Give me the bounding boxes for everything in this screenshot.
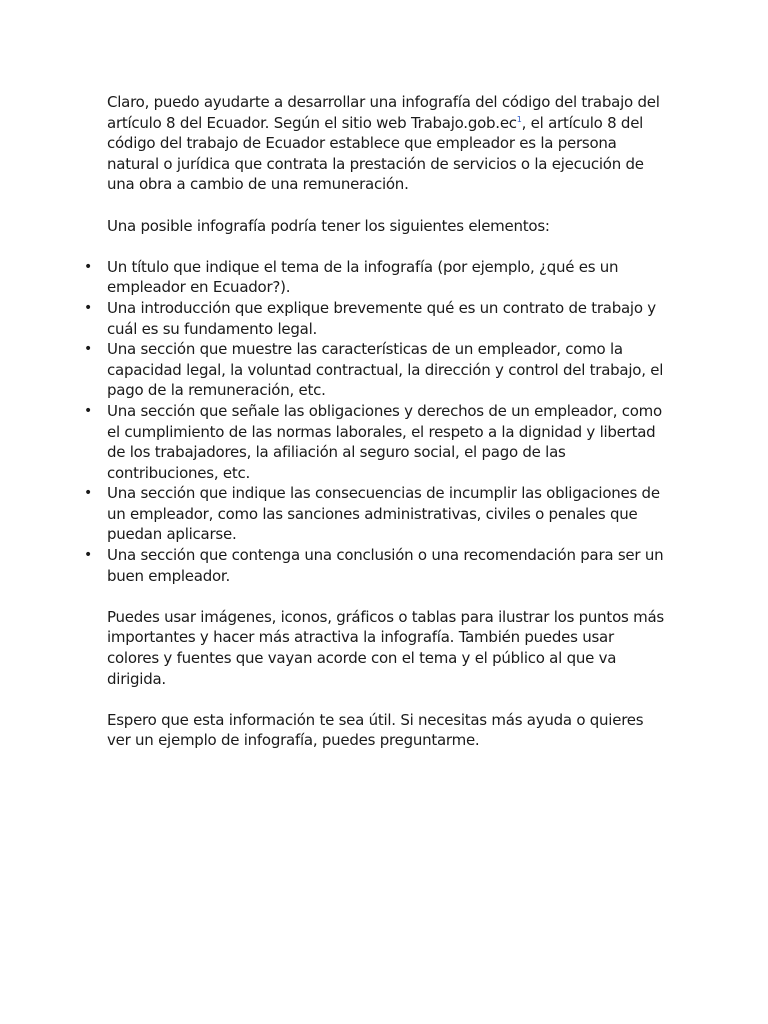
bullet-icon: •: [84, 547, 93, 564]
intro-text-after-link: , el artículo 8 del código del trabajo de Ecuador establece que empleador es la persona natural o jurídica que contrata la prestación de servicios o la ejecución de una obra a cambio de una remuneración.: [107, 113, 644, 194]
bullet-icon: •: [84, 485, 93, 502]
bullet-icon: •: [84, 402, 93, 419]
list-item: [84, 298, 667, 339]
list-item: [84, 545, 667, 586]
list-item-text: Una sección que indique las consecuencias de incumplir las obligaciones de un empleador, como las sanciones administrativas, civiles o penales que puedan aplicarse.: [107, 484, 660, 544]
list-item: [84, 339, 667, 401]
bullet-icon: •: [84, 341, 93, 358]
paragraph-spacer: [107, 586, 667, 607]
list-item: [84, 401, 667, 483]
list-item-text: Una sección que contenga una conclusión o una recomendación para ser un buen empleador.: [107, 546, 664, 585]
list-item: [84, 483, 667, 545]
bullet-icon: •: [84, 299, 93, 316]
list-item-text: Una sección que muestre las características de un empleador, como la capacidad legal, la voluntad contractual, la dirección y control del trabajo, el pago de la remuneración, etc.: [107, 340, 664, 400]
list-item-text: Una sección que señale las obligaciones y derechos de un empleador, como el cumplimiento de las normas laborales, el respeto a la dignidad y libertad de los trabajadores, la afiliación al seguro social, el pago de las contribuciones, etc.: [107, 401, 662, 482]
bullet-icon: •: [84, 258, 93, 275]
intro-text-before-link: Claro, puedo ayudarte a desarrollar una infografía del código del trabajo del artículo 8 del Ecuador. Según el sitio web Trabajo.gob.ec: [107, 93, 660, 132]
paragraph-spacer: [107, 195, 667, 216]
suggestion-paragraph: Puedes usar imágenes, iconos, gráficos o tablas para ilustrar los puntos más importantes y hacer más atractiva la infografía. También puedes usar colores y fuentes que vayan acorde con el tema y el público al que va dirigida.: [107, 607, 664, 688]
list-item: [84, 257, 667, 298]
list-item-text: Una introducción que explique brevemente qué es un contrato de trabajo y cuál es su fundamento legal.: [107, 298, 656, 338]
closing-paragraph: Espero que esta información te sea útil. Si necesitas más ayuda o quieres ver un ejemplo de infografía, puedes preguntarme.: [107, 710, 644, 750]
citation-link[interactable]: 1: [516, 114, 522, 124]
intro-paragraph: [107, 92, 667, 195]
paragraph-spacer: [107, 236, 667, 257]
list-item-text: Un título que indique el tema de la infografía (por ejemplo, ¿qué es un empleador en Ecuador?).: [107, 257, 619, 297]
lead-in-paragraph: Una posible infografía podría tener los siguientes elementos:: [107, 216, 550, 235]
elements-bullet-list: [84, 257, 667, 587]
paragraph-spacer: [107, 689, 667, 710]
document-page: [84, 92, 667, 751]
